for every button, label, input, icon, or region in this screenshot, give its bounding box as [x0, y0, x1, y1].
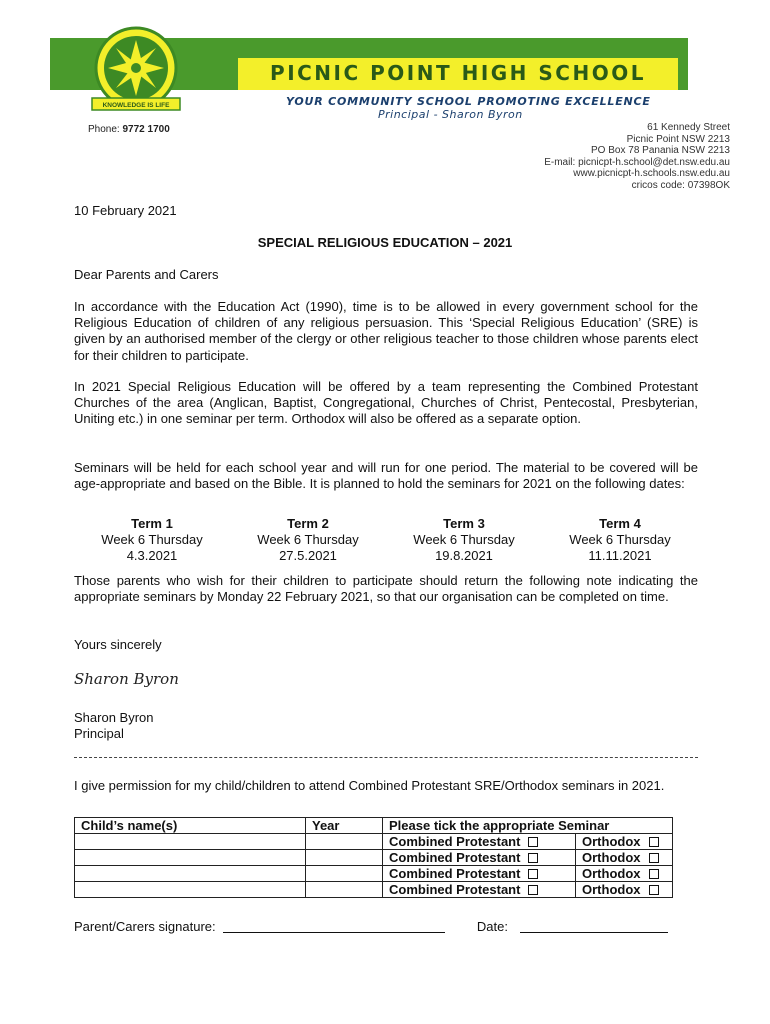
contact-website: www.picnicpt-h.schools.nsw.edu.au — [573, 168, 730, 179]
letter-date: 10 February 2021 — [74, 203, 177, 218]
paragraph-4: Those parents who wish for their children to participate should return the following note indicating the appropriate seminars by Monday 22 February 2021, so that our organisation can be completed on time. — [74, 573, 698, 605]
option-protestant[interactable] — [383, 850, 576, 866]
school-name: PICNIC POINT HIGH SCHOOL — [270, 61, 646, 85]
option-orthodox[interactable] — [576, 834, 673, 850]
handwritten-signature: Sharon Byron — [74, 670, 179, 688]
contact-po-box: PO Box 78 Panania NSW 2213 — [591, 145, 730, 156]
date-field[interactable] — [520, 920, 668, 933]
contact-cricos: cricos code: 07398OK — [631, 179, 730, 191]
term-title: Term 3 — [443, 516, 485, 531]
option-orthodox[interactable] — [576, 850, 673, 866]
option-label: Orthodox — [582, 866, 641, 881]
option-protestant[interactable] — [383, 834, 576, 850]
year-cell[interactable] — [306, 866, 383, 882]
col-seminar: Please tick the appropriate Seminar — [383, 818, 673, 834]
term-2 — [230, 516, 386, 565]
school-name-box — [238, 58, 678, 90]
permission-table — [74, 817, 673, 898]
child-name-cell[interactable] — [75, 866, 306, 882]
term-title: Term 4 — [599, 516, 641, 531]
signer-name: Sharon Byron — [74, 710, 154, 725]
date-label: Date: — [476, 919, 508, 934]
term-date: 11.11.2021 — [588, 548, 652, 564]
table-row — [75, 850, 673, 866]
child-name-cell[interactable] — [75, 882, 306, 898]
table-row — [75, 882, 673, 898]
option-orthodox[interactable] — [576, 882, 673, 898]
year-cell[interactable] — [306, 850, 383, 866]
permission-statement: I give permission for my child/children to attend Combined Protestant SRE/Orthodox seminars in 2021. — [74, 778, 665, 793]
contact-email: E-mail: picnicpt-h.school@det.nsw.edu.au — [544, 156, 730, 168]
term-title: Term 1 — [131, 516, 173, 531]
signature-field[interactable] — [223, 920, 445, 933]
contact-street: 61 Kennedy Street — [647, 122, 730, 133]
signature-line — [74, 919, 698, 935]
signer-title: Principal — [74, 726, 124, 741]
option-label: Combined Protestant — [389, 834, 521, 849]
contact-suburb: Picnic Point NSW 2213 — [626, 133, 730, 145]
checkbox-icon[interactable] — [528, 885, 538, 895]
term-week: Week 6 Thursday — [257, 532, 359, 548]
letter-heading: SPECIAL RELIGIOUS EDUCATION – 2021 — [257, 235, 513, 250]
col-year: Year — [306, 818, 383, 834]
paragraph-1: In accordance with the Education Act (1990), time is to be allowed in every government school for the Religious Education of children of any religious persuasion. This ‘Special Religious Education’ (SRE) is given by an authorised member of the clergy or other religious teacher to those children whose parents elect for their children to participate. — [74, 299, 698, 363]
checkbox-icon[interactable] — [649, 885, 659, 895]
option-label: Combined Protestant — [389, 882, 521, 897]
term-title: Term 2 — [287, 516, 329, 531]
paragraph-3: Seminars will be held for each school year and will run for one period. The material to be covered will be age-appropriate and based on the Bible. It is planned to hold the seminars for 2021 on the following dates: — [74, 460, 698, 492]
option-label: Combined Protestant — [389, 850, 521, 865]
option-label: Orthodox — [582, 834, 641, 849]
closing: Yours sincerely — [74, 637, 162, 652]
term-week: Week 6 Thursday — [569, 532, 671, 548]
option-label: Orthodox — [582, 850, 641, 865]
term-4 — [542, 516, 698, 565]
option-protestant[interactable] — [383, 866, 576, 882]
principal-line: Principal - Sharon Byron — [378, 108, 523, 121]
greeting: Dear Parents and Carers — [74, 267, 219, 282]
paragraph-2: In 2021 Special Religious Education will be offered by a team representing the Combined Protestant Churches of the area (Anglican, Baptist, Congregational, Churches of Christ, Pentecostal, Presbyterian, Uniting etc.) in one seminar per term. Orthodox will also be offered as a separate option. — [74, 379, 698, 427]
checkbox-icon[interactable] — [649, 853, 659, 863]
term-schedule — [74, 516, 698, 565]
option-label: Combined Protestant — [389, 866, 521, 881]
logo-motto: KNOWLEDGE IS LIFE — [102, 102, 170, 109]
checkbox-icon[interactable] — [528, 869, 538, 879]
phone — [88, 124, 170, 135]
signature-label: Parent/Carers signature: — [74, 919, 216, 934]
table-row — [75, 866, 673, 882]
school-logo-icon — [86, 22, 186, 126]
phone-number: 9772 1700 — [122, 124, 170, 135]
school-motto: YOUR COMMUNITY SCHOOL PROMOTING EXCELLENCE — [286, 95, 651, 108]
checkbox-icon[interactable] — [528, 837, 538, 847]
term-date: 4.3.2021 — [126, 548, 178, 564]
col-child-name: Child’s name(s) — [75, 818, 306, 834]
contact-block — [544, 122, 730, 191]
option-protestant[interactable] — [383, 882, 576, 898]
table-row — [75, 834, 673, 850]
term-date: 27.5.2021 — [279, 548, 337, 564]
checkbox-icon[interactable] — [649, 837, 659, 847]
year-cell[interactable] — [306, 882, 383, 898]
term-week: Week 6 Thursday — [101, 532, 203, 548]
checkbox-icon[interactable] — [649, 869, 659, 879]
term-1 — [74, 516, 230, 565]
year-cell[interactable] — [306, 834, 383, 850]
phone-label: Phone: — [88, 124, 120, 135]
term-3 — [386, 516, 542, 565]
term-week: Week 6 Thursday — [413, 532, 515, 548]
term-date: 19.8.2021 — [435, 548, 493, 564]
option-label: Orthodox — [582, 882, 641, 897]
tear-off-divider — [74, 757, 698, 758]
table-header-row — [75, 818, 673, 834]
child-name-cell[interactable] — [75, 850, 306, 866]
option-orthodox[interactable] — [576, 866, 673, 882]
checkbox-icon[interactable] — [528, 853, 538, 863]
child-name-cell[interactable] — [75, 834, 306, 850]
